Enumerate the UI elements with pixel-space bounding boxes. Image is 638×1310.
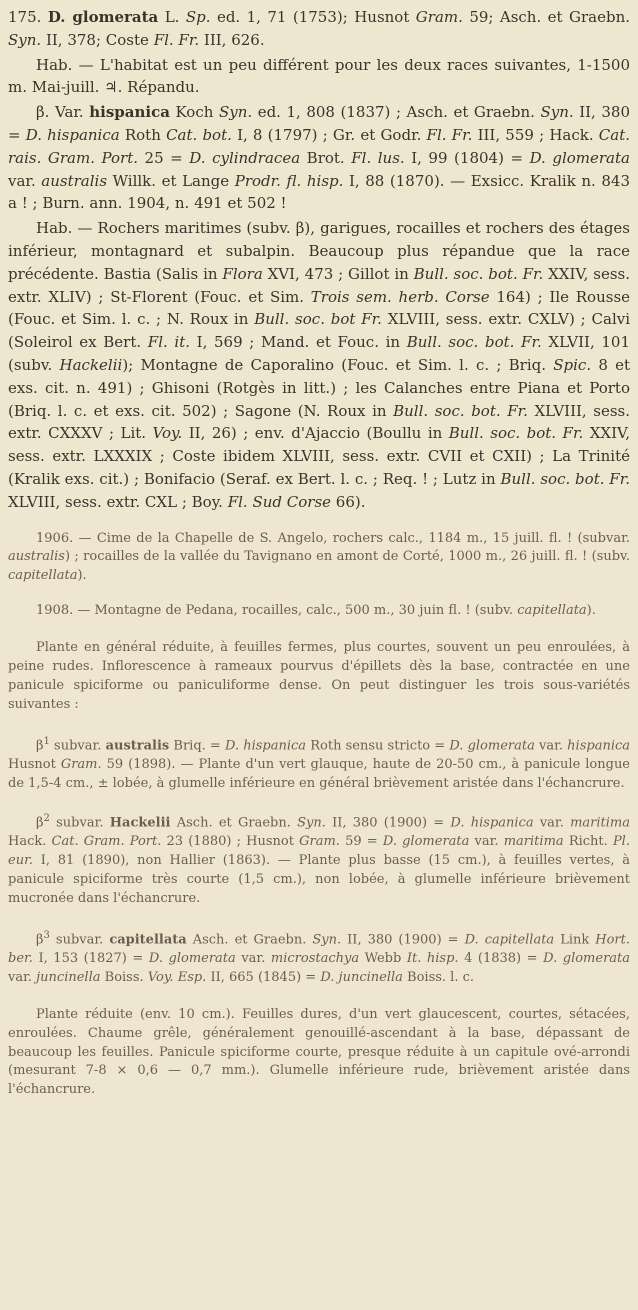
description-paragraph (8, 639, 630, 715)
text-run: subvar. (49, 815, 110, 831)
italic-reference: Spic. (553, 355, 592, 374)
text-run: Boiss. (100, 969, 148, 985)
text-run: Boiss. l. c. (402, 969, 475, 985)
italic-reference: D. glomerata (382, 834, 470, 850)
text-run: Asch. et Graebn. (170, 815, 298, 831)
italic-reference: Hort. ber. (8, 932, 630, 966)
subvariety-hackelii-paragraph (8, 810, 630, 909)
italic-reference: Trois sem. herb. Corse (310, 287, 490, 306)
species-header (8, 6, 630, 52)
italic-reference: D. hispanica (25, 125, 120, 144)
italic-reference: Voy. Esp. (147, 969, 207, 985)
text-run: 8 et exs. cit. n. 491) ; Ghisoni (Rotgès in litt.) ; les Calanches entre Piana et Porto (Briq. l. c. et exs. cit. 502) ; Sagone (N. Roux in (8, 355, 631, 420)
italic-reference: Flora (222, 264, 263, 283)
taxon-name: capitellata (109, 932, 187, 948)
italic-reference: Voy. (152, 424, 183, 443)
italic-reference: Gram. (415, 8, 463, 26)
italic-reference: Pl. eur. (8, 834, 630, 868)
text-run: Hab. — Rochers maritimes (subv. β), garigues, rocailles et rochers des étages inférieur, montagnard et subalpin. Beaucoup plus répandue que la race précédente. Bastia (Salis in (8, 219, 630, 283)
text-run: Husnot (8, 757, 61, 773)
text-run: subvar. (49, 932, 110, 948)
text-run: β. Var. (36, 103, 90, 122)
taxon-name: hispanica (89, 103, 170, 122)
text-run: ed. 1, 808 (1837) ; Asch. et Graebn. (252, 103, 541, 122)
italic-reference: Prodr. fl. hisp. (234, 171, 344, 190)
text-run: XXIV, sess. extr. LXXXIX ; Coste ibidem XLVIII, sess. extr. CVII et CXII) ; La Trinité (Kralik exs. cit.) ; Bonifacio (Seraf. ex Bert. l. c. ; Req. ! ; Lutz in (8, 424, 630, 488)
italic-reference: Hackelii (59, 355, 123, 374)
text-run: Hab. — L'habitat est un peu différent pour les deux races suivantes, 1-1500 m. Mai-juill. ♃. Répandu. (8, 55, 630, 97)
text-run: β (36, 932, 44, 948)
text-run: 1906. — Cime de la Chapelle de S. Angelo, rochers calc., 1184 m., 15 juill. fl. ! (subvar. (36, 530, 630, 546)
text-run: III, 559 ; Hack. (472, 125, 599, 144)
text-run: var. (534, 738, 568, 754)
text-run: II, 26) ; env. d'Ajaccio (Boullu in (182, 424, 449, 443)
text-run: 23 (1880) ; Husnot (161, 834, 300, 850)
record-1908-paragraph (8, 602, 630, 621)
italic-reference: capitellata (8, 568, 78, 584)
italic-reference: D. cylindracea (189, 148, 301, 167)
italic-reference: Fl. Fr. (426, 125, 473, 144)
text-run: II, 380 = (8, 103, 630, 144)
italic-reference: Bull. soc. bot. Fr. (500, 469, 631, 488)
italic-reference: capitellata (517, 603, 587, 619)
italic-reference: D. glomerata (449, 738, 535, 754)
text-run: Webb (359, 950, 407, 966)
text-run: Richt. (563, 834, 613, 850)
text-run: var. (8, 171, 42, 190)
habitat-paragraph (8, 54, 630, 100)
italic-reference: D. glomerata (529, 148, 630, 167)
italic-reference: maritima (570, 815, 630, 831)
text-run: var. (8, 969, 37, 985)
italic-reference: Cat. rais. Gram. Port. (8, 125, 630, 167)
capitellata-description-paragraph (8, 1006, 630, 1101)
text-run: Link (554, 932, 596, 948)
text-run: XLVII, 101 (subv. (8, 333, 630, 374)
text-run: I, 88 (1870). — Exsicc. Kralik n. 843 a ! ; Burn. ann. 1904, n. 491 et 502 ! (8, 171, 630, 213)
italic-reference: Bull. soc. bot. Fr. (406, 333, 542, 352)
text-run: II, 380 (1900) = (341, 932, 465, 948)
italic-reference: Syn. (297, 815, 326, 831)
superscript-index: 1 (43, 735, 50, 747)
text-run: Roth (119, 125, 167, 144)
text-run: subvar. (49, 738, 106, 754)
text-run: II, 378; Coste (41, 30, 154, 49)
subvariety-australis-paragraph (8, 733, 630, 794)
text-run: XLVIII, sess. extr. CXLV) ; Calvi (Soleirol ex Bert. (8, 310, 631, 352)
italic-reference: D. hispanica (224, 738, 307, 754)
italic-reference: Cat. bot. (166, 125, 232, 144)
text-run: XLVIII, sess. extr. CXXXV ; Lit. (8, 401, 631, 443)
italic-reference: Syn. (218, 103, 253, 122)
italic-reference: It. hisp. (406, 950, 459, 966)
italic-reference: hispanica (567, 738, 631, 754)
text-run: I, 569 ; Mand. et Fouc. in (190, 333, 407, 352)
superscript-index: 2 (43, 812, 50, 824)
text-run: L. (158, 8, 186, 26)
italic-reference: australis (41, 171, 108, 190)
italic-reference: Bull. soc. bot. Fr. (393, 401, 528, 420)
italic-reference: D. glomerata (543, 950, 631, 966)
italic-reference: Fl. Fr. (153, 30, 200, 49)
italic-reference: Bull. soc. bot. Fr. (413, 264, 544, 283)
italic-reference: australis (8, 549, 65, 565)
text-run: II, 380 (1900) = (325, 815, 451, 831)
text-run: 175. (8, 8, 48, 26)
text-run: Hack. (8, 834, 52, 850)
taxon-name: D. glomerata (47, 8, 159, 26)
italic-reference: D. capitellata (464, 932, 555, 948)
italic-reference: Gram. (299, 834, 340, 850)
text-run: I, 81 (1890), non Hallier (1863). — Plante plus basse (15 cm.), à feuilles vertes, à panicule spiciforme très courte (1,5 cm.), non lobée, à glumelle inférieure brièvement mucronée dans l'échancrure. (8, 852, 630, 906)
subvariety-capitellata-paragraph (8, 927, 630, 988)
text-run: Plante réduite (env. 10 cm.). Feuilles dures, d'un vert glaucescent, courtes, sétacées, enroulées. Chaume grêle, généralement genouillé-ascendant à la base, dépassant de beaucoup les feuilles. Panicule spiciforme courte, presque réduite à un capitule ové-arrondi (mesurant 7-8 × 0,6 — 0,7 mm.). Glumelle inférieure rude, brièvement aristée dans l'échancrure. (8, 1006, 630, 1098)
variety-hispanica-paragraph (8, 101, 630, 215)
text-run: III, 626. (199, 30, 265, 49)
text-run: 4 (1838) = (458, 950, 544, 966)
text-run: 25 = (138, 148, 190, 167)
italic-reference: Fl. Sud Corse (227, 492, 332, 511)
text-run: 1908. — Montagne de Pedana, rocailles, calc., 500 m., 30 juin fl. ! (subv. (36, 603, 518, 619)
text-run: I, 99 (1804) = (404, 148, 530, 167)
italic-reference: juncinella (36, 969, 101, 985)
text-run: 59 = (339, 834, 383, 850)
italic-reference: Fl. it. (147, 333, 190, 352)
italic-reference: Syn. (8, 30, 42, 49)
text-run: 59; Asch. et Graebn. (462, 8, 630, 26)
text-run: 164) ; Ile Rousse (Fouc. et Sim. l. c. ; N. Roux in (8, 287, 631, 329)
text-run: ) ; rocailles de la vallée du Tavignano en amont de Corté, 1000 m., 26 juill. fl. ! (subv. (64, 549, 630, 565)
text-run: ). (586, 603, 596, 619)
italic-reference: Cat. Gram. Port. (51, 834, 162, 850)
record-1906-paragraph (8, 530, 630, 587)
text-run: XLVIII, sess. extr. CXL ; Boy. (8, 492, 228, 511)
italic-reference: Gram. (60, 757, 102, 773)
text-run: XXIV, sess. extr. XLIV) ; St-Florent (Fouc. et Sim. (8, 264, 630, 306)
text-run: Koch (169, 103, 219, 122)
text-run: II, 665 (1845) = (206, 969, 321, 985)
italic-reference: Syn. (540, 103, 574, 122)
text-run: Briq. = (169, 738, 225, 754)
text-run: var. (533, 815, 571, 831)
taxon-name: australis (105, 738, 170, 754)
text-run: Plante en général réduite, à feuilles fermes, plus courtes, souvent un peu enroulées, à peine rudes. Inflorescence à rameaux pourvus d'épillets dès la base, contractée en une panicule spiciforme ou paniculiforme dense. On peut distinguer les trois sous-variétés suivantes : (8, 640, 630, 712)
text-run: ed. 1, 71 (1753); Husnot (210, 8, 416, 26)
taxon-name: Hackelii (109, 815, 171, 831)
text-run: 66). (331, 492, 366, 511)
text-run: ). (77, 568, 87, 584)
italic-reference: D. glomerata (148, 950, 236, 966)
text-run: I, 153 (1827) = (32, 950, 149, 966)
italic-reference: Fl. lus. (351, 148, 405, 167)
text-run: Roth sensu stricto = (306, 738, 450, 754)
text-run: Brot. (300, 148, 352, 167)
text-run: ); Montagne de Caporalino (Fouc. et Sim. l. c. ; Briq. (122, 355, 554, 374)
text-run: var. (235, 950, 271, 966)
habitat-localities-paragraph (8, 217, 630, 513)
italic-reference: D. hispanica (450, 815, 534, 831)
text-run: β (36, 815, 44, 831)
text-run: β (36, 738, 44, 754)
text-run: I, 8 (1797) ; Gr. et Godr. (231, 125, 427, 144)
italic-reference: microstachya (270, 950, 360, 966)
italic-reference: Syn. (312, 932, 342, 948)
superscript-index: 3 (43, 929, 50, 941)
italic-reference: Bull. soc. bot. Fr. (448, 424, 584, 443)
italic-reference: Sp. (185, 8, 211, 26)
italic-reference: D. juncinella (320, 969, 403, 985)
text-run: XVI, 473 ; Gillot in (262, 264, 414, 283)
text-run: Asch. et Graebn. (186, 932, 313, 948)
italic-reference: Bull. soc. bot Fr. (254, 310, 382, 329)
text-run: 59 (1898). — Plante d'un vert glauque, haute de 20-50 cm., à panicule longue de 1,5-4 cm., ± lobée, à glumelle inférieure en général brièvement aristée dans l'échancrure. (8, 757, 631, 791)
text-run: Willk. et Lange (107, 171, 235, 190)
italic-reference: maritima (503, 834, 564, 850)
text-run: var. (469, 834, 504, 850)
